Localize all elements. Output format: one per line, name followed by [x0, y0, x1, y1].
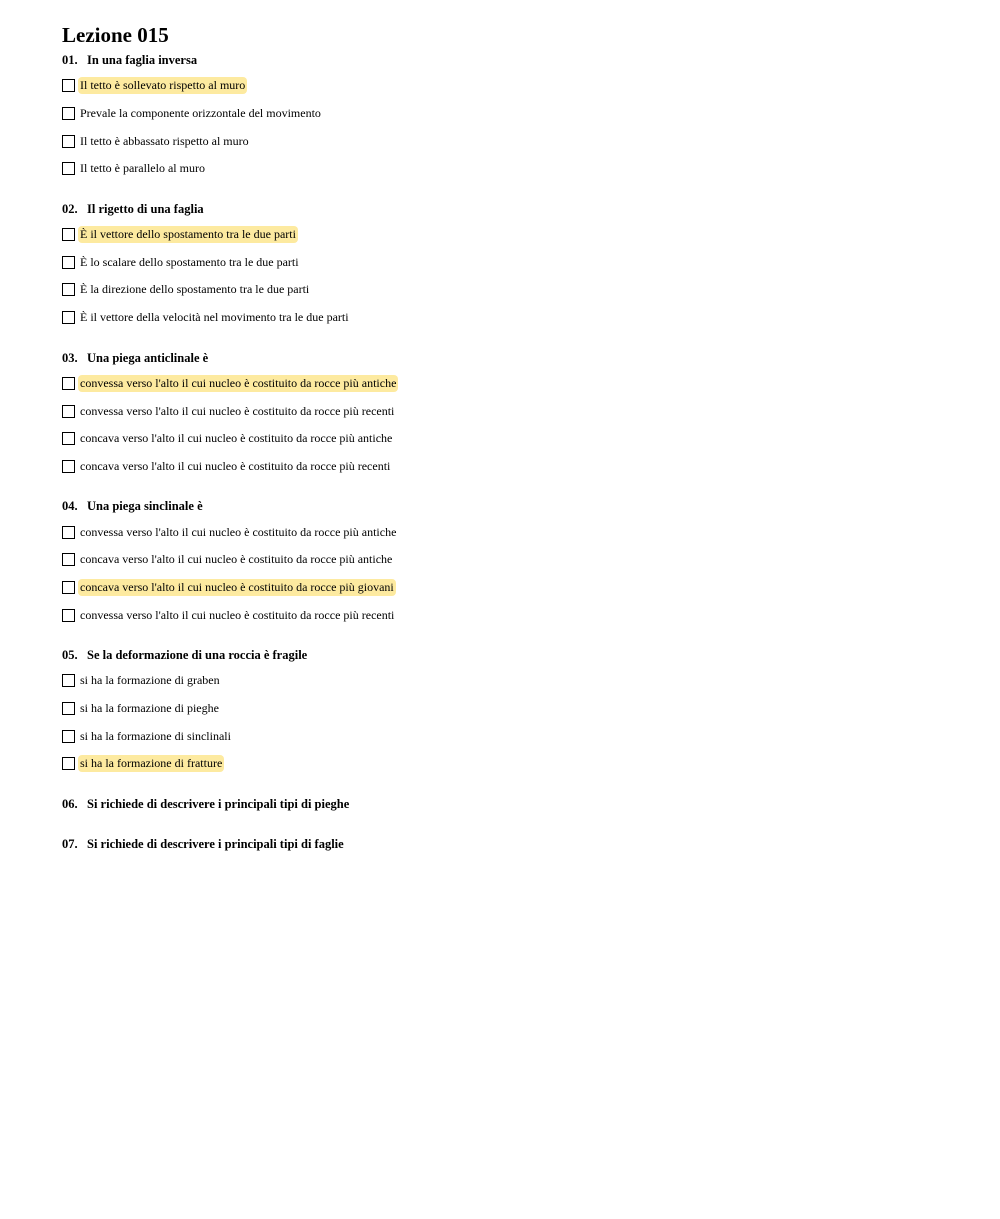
answer-text-highlighted: Il tetto è sollevato rispetto al muro [80, 78, 246, 93]
answer-checkbox[interactable] [62, 757, 75, 770]
question-4 [62, 494, 962, 643]
answer-option[interactable] [62, 750, 962, 778]
question-text: Si richiede di descrivere i principali tipi di faglie [87, 836, 344, 851]
answer-checkbox[interactable] [62, 377, 75, 390]
answer-text-highlighted: concava verso l'alto il cui nucleo è costituito da rocce più giovani [80, 579, 394, 594]
answer-option[interactable] [62, 695, 962, 723]
question-list [62, 48, 962, 872]
question-number: 04. [62, 499, 78, 514]
question-heading [62, 197, 962, 221]
answer-checkbox[interactable] [62, 283, 75, 296]
answer-checkbox[interactable] [62, 79, 75, 92]
answer-checkbox[interactable] [62, 460, 75, 473]
question-5 [62, 643, 962, 792]
answer-option[interactable] [62, 370, 962, 398]
answer-text: concava verso l'alto il cui nucleo è costituito da rocce più recenti [80, 458, 391, 473]
answer-option[interactable] [62, 667, 962, 695]
question-heading [62, 832, 962, 856]
question-7 [62, 832, 962, 872]
question-number: 01. [62, 53, 78, 67]
answer-option[interactable] [62, 546, 962, 574]
spacer [62, 629, 962, 643]
answer-checkbox[interactable] [62, 432, 75, 445]
spacer [62, 183, 962, 197]
question-text: Il rigetto di una faglia [87, 201, 204, 216]
answer-text: È lo scalare dello spostamento tra le due parti [80, 254, 299, 269]
spacer [62, 480, 962, 494]
question-3 [62, 346, 962, 495]
answer-option[interactable] [62, 127, 962, 155]
answer-option[interactable] [62, 155, 962, 183]
spacer [62, 332, 962, 346]
question-number: 05. [62, 648, 78, 662]
question-text: Una piega sinclinale è [87, 499, 203, 514]
question-heading [62, 643, 962, 667]
answer-text: concava verso l'alto il cui nucleo è costituito da rocce più antiche [80, 431, 393, 446]
question-text: In una faglia inversa [87, 53, 198, 67]
answer-checkbox[interactable] [62, 581, 75, 594]
answer-checkbox[interactable] [62, 405, 75, 418]
question-2 [62, 197, 962, 346]
answer-checkbox[interactable] [62, 162, 75, 175]
spacer [62, 856, 962, 872]
question-text: Una piega anticlinale è [87, 350, 209, 365]
answer-option[interactable] [62, 722, 962, 750]
question-heading [62, 48, 962, 72]
answer-text: si ha la formazione di sinclinali [80, 728, 231, 743]
answer-text: si ha la formazione di graben [80, 673, 220, 688]
answer-text: si ha la formazione di pieghe [80, 701, 219, 716]
question-1 [62, 48, 962, 197]
answer-checkbox[interactable] [62, 526, 75, 539]
question-heading [62, 494, 962, 518]
question-number: 03. [62, 350, 78, 365]
answer-option[interactable] [62, 425, 962, 453]
answer-option[interactable] [62, 221, 962, 249]
answer-option[interactable] [62, 276, 962, 304]
answer-checkbox[interactable] [62, 674, 75, 687]
answer-checkbox[interactable] [62, 553, 75, 566]
answer-text: convessa verso l'alto il cui nucleo è costituito da rocce più antiche [80, 524, 397, 539]
answer-checkbox[interactable] [62, 311, 75, 324]
answer-option[interactable] [62, 574, 962, 602]
question-text: Si richiede di descrivere i principali tipi di pieghe [87, 796, 350, 811]
answer-option[interactable] [62, 248, 962, 276]
answer-option[interactable] [62, 518, 962, 546]
answer-text: È la direzione dello spostamento tra le due parti [80, 282, 310, 297]
question-number: 02. [62, 201, 78, 216]
question-6 [62, 792, 962, 832]
answer-text: Il tetto è parallelo al muro [80, 161, 205, 176]
answer-option[interactable] [62, 72, 962, 100]
answer-text: Prevale la componente orizzontale del movimento [80, 106, 321, 121]
answer-checkbox[interactable] [62, 730, 75, 743]
spacer [62, 778, 962, 792]
answer-text: convessa verso l'alto il cui nucleo è costituito da rocce più recenti [80, 607, 395, 622]
answer-checkbox[interactable] [62, 702, 75, 715]
answer-checkbox[interactable] [62, 107, 75, 120]
answer-text-highlighted: È il vettore dello spostamento tra le due parti [80, 227, 296, 242]
answer-checkbox[interactable] [62, 256, 75, 269]
question-heading [62, 346, 962, 370]
answer-text: Il tetto è abbassato rispetto al muro [80, 133, 249, 148]
answer-option[interactable] [62, 304, 962, 332]
answer-option[interactable] [62, 453, 962, 481]
question-number: 07. [62, 836, 78, 851]
answer-option[interactable] [62, 100, 962, 128]
spacer [62, 816, 962, 832]
question-heading [62, 792, 962, 816]
answer-option[interactable] [62, 601, 962, 629]
question-text: Se la deformazione di una roccia è fragile [87, 648, 308, 662]
answer-checkbox[interactable] [62, 135, 75, 148]
answer-checkbox[interactable] [62, 609, 75, 622]
answer-text-highlighted: convessa verso l'alto il cui nucleo è costituito da rocce più antiche [80, 375, 397, 390]
quiz-page [62, 22, 962, 872]
answer-text: convessa verso l'alto il cui nucleo è costituito da rocce più recenti [80, 403, 395, 418]
lesson-title: Lezione 015 [62, 23, 169, 47]
answer-text: concava verso l'alto il cui nucleo è costituito da rocce più antiche [80, 552, 393, 567]
answer-checkbox[interactable] [62, 228, 75, 241]
answer-text-highlighted: si ha la formazione di fratture [80, 756, 223, 771]
answer-text: È il vettore della velocità nel movimento tra le due parti [80, 310, 349, 325]
question-number: 06. [62, 796, 78, 811]
answer-option[interactable] [62, 397, 962, 425]
